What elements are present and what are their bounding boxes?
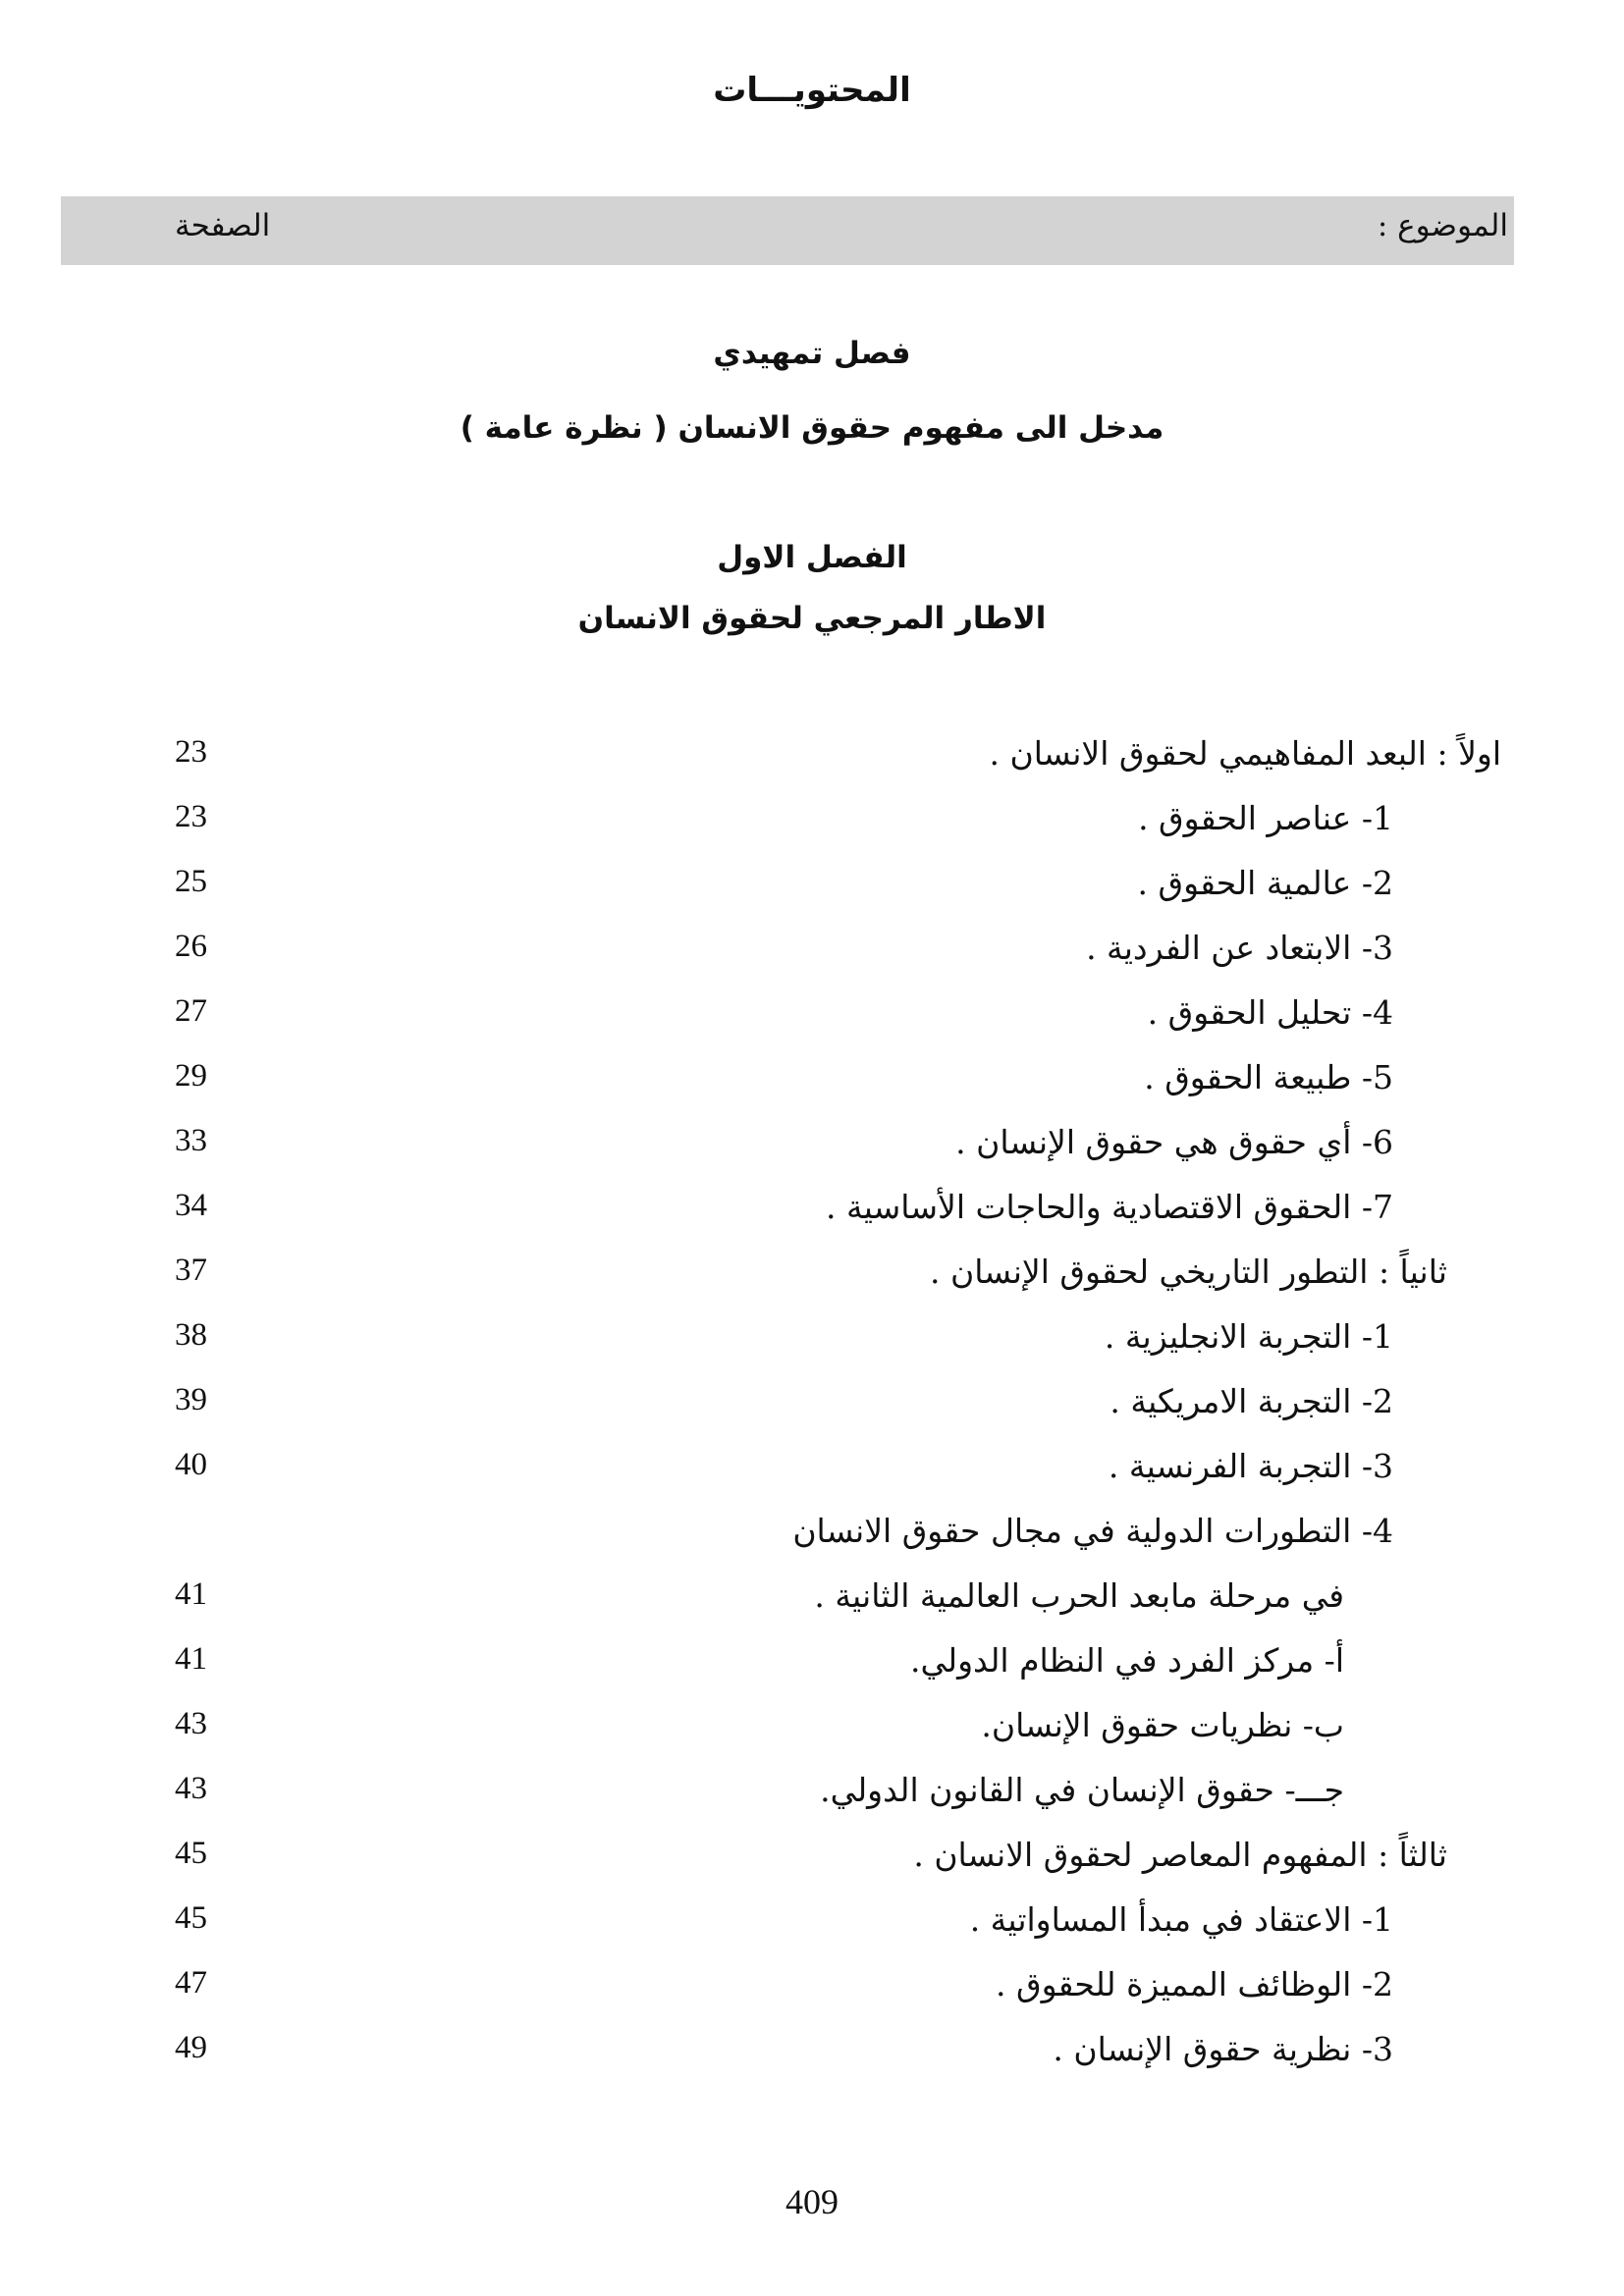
toc-entry-page: 40 (175, 1447, 207, 1482)
footer-page-number: 409 (785, 2182, 839, 2221)
toc-entry-page: 34 (175, 1188, 207, 1223)
toc-entry-text: 3- نظرية حقوق الإنسان . (1053, 2030, 1393, 2068)
toc-entry-text: ثانياً : التطور التاريخي لحقوق الإنسان . (930, 1253, 1447, 1291)
toc-entry[interactable] (0, 1706, 1624, 1771)
toc-entry[interactable] (0, 864, 1624, 929)
toc-entry-page: 49 (175, 2030, 207, 2065)
toc-entry-page: 29 (175, 1058, 207, 1094)
toc-entry-text: 4- تحليل الحقوق . (1147, 993, 1393, 1032)
column-header-band (61, 196, 1514, 265)
toc-entry-page: 25 (175, 864, 207, 899)
toc-entry[interactable] (0, 1836, 1624, 1900)
toc-entry[interactable] (0, 1382, 1624, 1447)
toc-entry[interactable] (0, 1965, 1624, 2030)
toc-entry-text: 1- عناصر الحقوق . (1138, 799, 1393, 837)
toc-entry-text: ب- نظريات حقوق الإنسان. (981, 1706, 1344, 1744)
toc-entry-text: أ- مركز الفرد في النظام الدولي. (910, 1641, 1344, 1680)
toc-entry-text: 2- عالمية الحقوق . (1137, 864, 1393, 902)
toc-entry-page: 45 (175, 1836, 207, 1871)
toc-entry-text: 6- أي حقوق هي حقوق الإنسان . (955, 1123, 1393, 1161)
toc-entry[interactable] (0, 1512, 1624, 1576)
toc-entry-text: في مرحلة مابعد الحرب العالمية الثانية . (814, 1576, 1344, 1615)
toc-entry-text: 2- الوظائف المميزة للحقوق . (996, 1965, 1393, 2003)
toc-entry[interactable] (0, 1447, 1624, 1512)
toc-entry[interactable] (0, 2030, 1624, 2095)
toc-entry[interactable] (0, 1771, 1624, 1836)
toc-entry-page: 23 (175, 799, 207, 834)
page-title: المحتويـــات (713, 71, 911, 110)
toc-entry-text: 5- طبيعة الحقوق . (1144, 1058, 1393, 1096)
toc-entry-page: 38 (175, 1317, 207, 1353)
toc-entry-page: 33 (175, 1123, 207, 1158)
toc-entry-text: 3- الابتعاد عن الفردية . (1086, 929, 1393, 967)
toc-entry-page: 23 (175, 734, 207, 770)
chapter-one-title: الاطار المرجعي لحقوق الانسان (577, 601, 1047, 636)
toc-entry[interactable] (0, 1641, 1624, 1706)
toc-entry-page: 41 (175, 1576, 207, 1612)
toc-entry-text: 7- الحقوق الاقتصادية والحاجات الأساسية . (826, 1188, 1393, 1226)
toc-entry[interactable] (0, 1317, 1624, 1382)
toc-entry-text: 4- التطورات الدولية في مجال حقوق الانسان (792, 1512, 1393, 1550)
toc-entry-page: 43 (175, 1706, 207, 1741)
toc-entry-page: 43 (175, 1771, 207, 1806)
toc-entry-page: 27 (175, 993, 207, 1029)
toc-entry-text: 3- التجربة الفرنسية . (1108, 1447, 1393, 1485)
chapter-one-label: الفصل الاول (717, 540, 907, 575)
toc-entry-text: اولاً : البعد المفاهيمي لحقوق الانسان . (989, 734, 1501, 773)
toc-entry[interactable] (0, 799, 1624, 864)
toc-entry-page: 45 (175, 1900, 207, 1936)
toc-entry-page: 47 (175, 1965, 207, 2001)
toc-entry[interactable] (0, 1188, 1624, 1253)
toc-entry-page: 37 (175, 1253, 207, 1288)
toc-entry[interactable] (0, 1253, 1624, 1317)
toc-entry-text: ثالثاً : المفهوم المعاصر لحقوق الانسان . (913, 1836, 1447, 1874)
toc-entry[interactable] (0, 1123, 1624, 1188)
toc-entry[interactable] (0, 1900, 1624, 1965)
toc-entry[interactable] (0, 929, 1624, 993)
toc-entry-text: 1- الاعتقاد في مبدأ المساواتية . (969, 1900, 1393, 1939)
toc-entry-page: 41 (175, 1641, 207, 1677)
intro-chapter-heading: فصل تمهيدي (713, 336, 911, 371)
toc-entry-page: 39 (175, 1382, 207, 1417)
toc-entry-text: 2- التجربة الامريكية . (1110, 1382, 1393, 1420)
toc-entry-page: 26 (175, 929, 207, 964)
page-column-label: الصفحة (175, 208, 271, 243)
toc-entry-text: جـــ- حقوق الإنسان في القانون الدولي. (820, 1771, 1344, 1809)
toc-entry-text: 1- التجربة الانجليزية . (1104, 1317, 1393, 1356)
toc-entry[interactable] (0, 993, 1624, 1058)
topic-column-label: الموضوع : (1377, 208, 1508, 243)
toc-entry[interactable] (0, 1576, 1624, 1641)
toc-entry[interactable] (0, 734, 1624, 799)
toc-entry[interactable] (0, 1058, 1624, 1123)
intro-subtitle: مدخل الى مفهوم حقوق الانسان ( نظرة عامة ) (460, 410, 1164, 446)
